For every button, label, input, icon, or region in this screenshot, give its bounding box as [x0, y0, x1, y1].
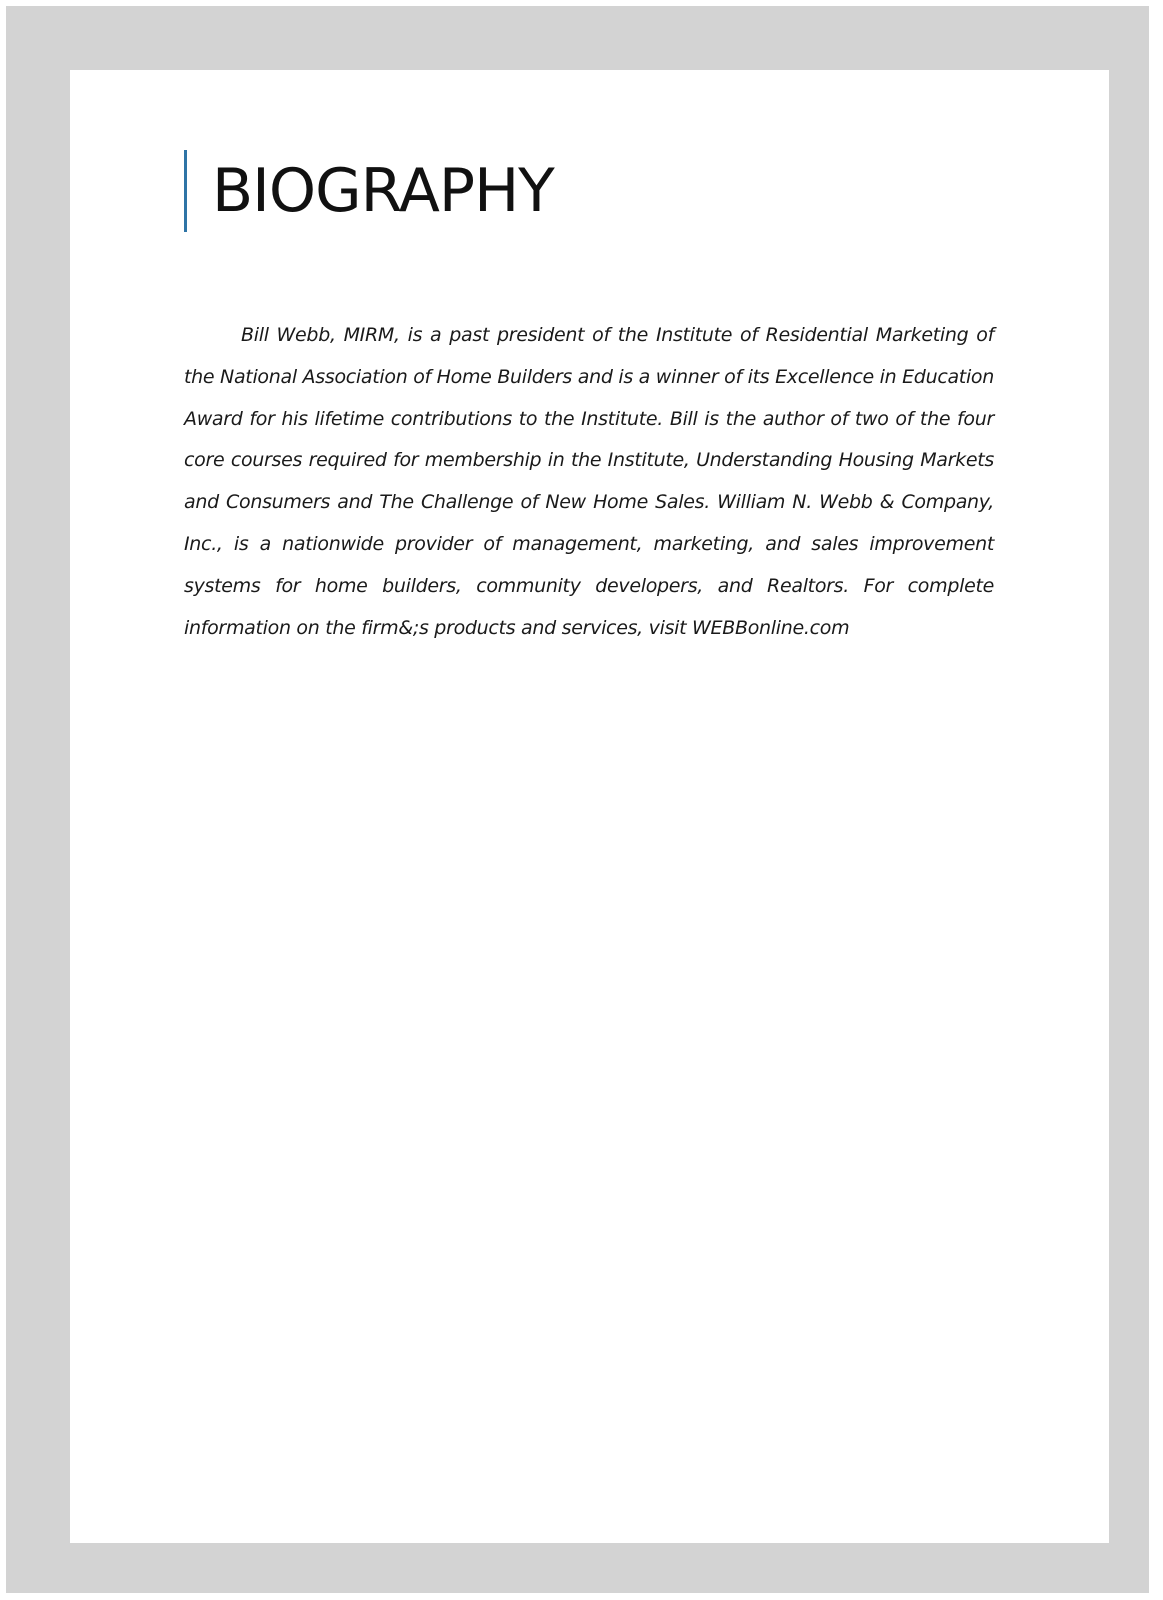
biography-paragraph: Bill Webb, MIRM, is a past president of the Institute of Residential Marketing of the National Association of Home Builders and is a winner of its Excellence in Education Award for his lifetime contributions to the Institute. Bill is the author of two of the four core courses required for membership in the Institute, Understanding Housing Markets and Consumers and The Challenge of New Home Sales. William N. Webb & Company, Inc., is a nationwide provider of management, marketing, and sales improvement systems for home builders, community developers, and Realtors. For complete information on the firm&;s products and services, visit WEBBonline.com	[184, 324, 994, 639]
page-frame	[6, 6, 1149, 1593]
document-page	[70, 70, 1109, 1543]
page-title: BIOGRAPHY	[212, 156, 554, 226]
title-accent-rule	[184, 150, 554, 232]
